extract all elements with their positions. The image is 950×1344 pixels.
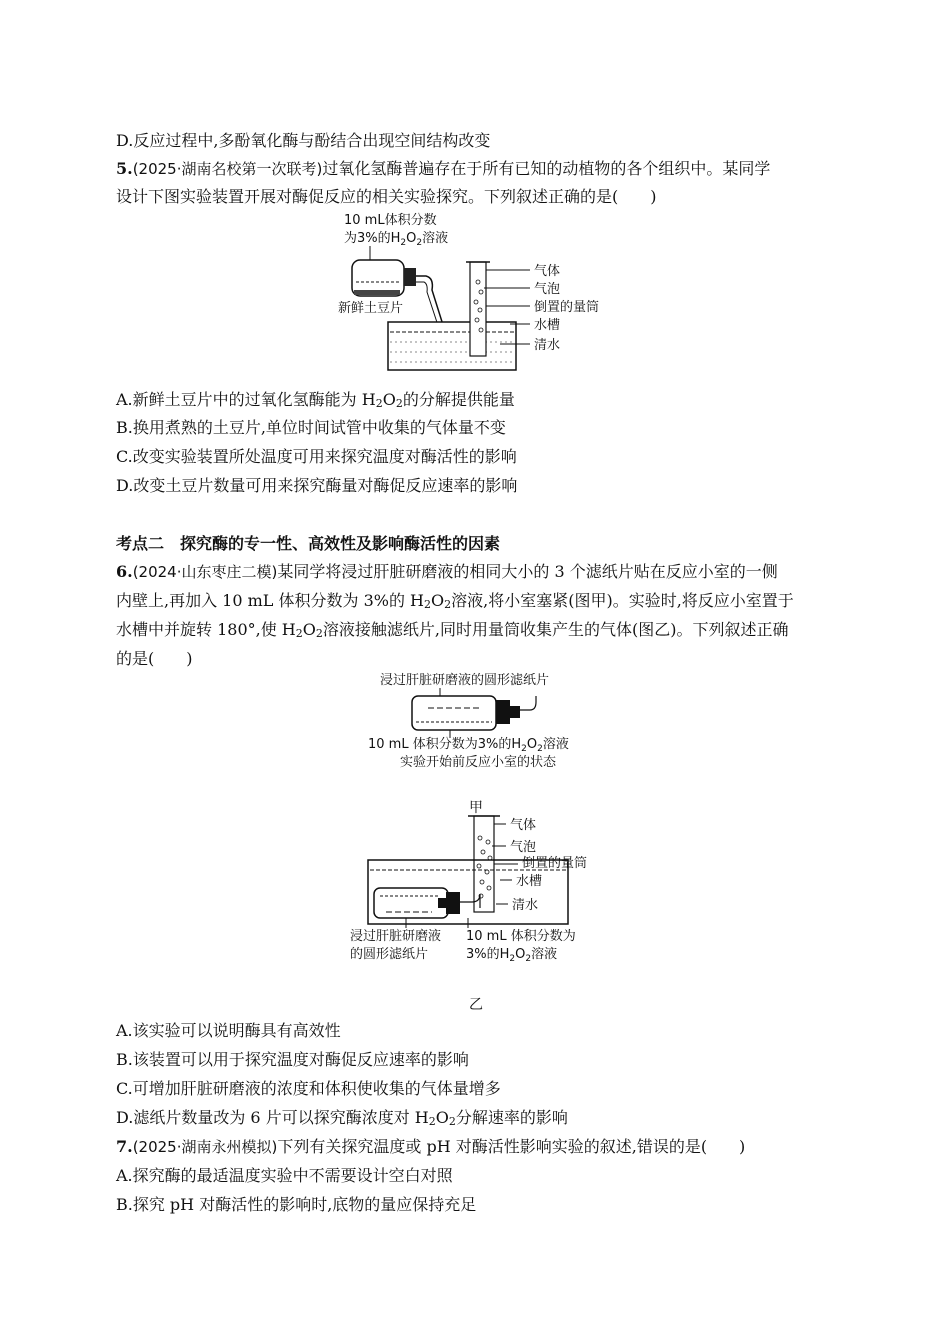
q6-figure-yi — [340, 808, 620, 968]
q5-label-tank: 水槽 — [534, 318, 561, 333]
q5-label-bubble: 气泡 — [534, 282, 561, 297]
q5-label-water: 清水 — [534, 338, 561, 353]
q6-option-b: B.该装置可以用于探究温度对酶促反应速率的影响 — [116, 1050, 469, 1069]
q5-apparatus-figure — [330, 210, 630, 380]
q6-option-c: C.可增加肝脏研磨液的浓度和体积使收集的气体量增多 — [116, 1079, 501, 1098]
q6-source: (2024·山东枣庄二模) — [132, 563, 278, 581]
q7-source: (2025·湖南永州模拟) — [132, 1138, 278, 1156]
yi-label-bubble: 气泡 — [510, 840, 537, 855]
q5-option-a: A.新鲜土豆片中的过氧化氢酶能为 $H_2O_2$的分解提供能量 — [116, 390, 515, 410]
q5-stem-text1: 过氧化氢酶普遍存在于所有已知的动植物的各个组织中。某同学 — [322, 159, 771, 178]
q5-label-gas: 气体 — [534, 264, 561, 279]
yi-label-gas: 气体 — [510, 818, 537, 833]
q5-option-c: C.改变实验装置所处温度可用来探究温度对酶活性的影响 — [116, 447, 517, 466]
yi-label-sol2: 3%的$H_2O_2$溶液 — [466, 947, 558, 964]
q7-number: 7. — [116, 1137, 133, 1156]
yi-label-tank: 水槽 — [516, 874, 543, 889]
q6-stem-line1: 6.(2024·山东枣庄二模)某同学将浸过肝脏研磨液的相同大小的 3 个滤纸片贴在反应小室的一侧 — [116, 562, 778, 581]
q5-stem-line1 — [116, 159, 770, 179]
yi-label-filter1: 浸过肝脏研磨液 — [350, 929, 442, 944]
yi-label-cylinder: 倒置的量筒 — [522, 856, 588, 871]
jia-label-top: 浸过肝脏研磨液的圆形滤纸片 — [380, 673, 550, 688]
section-heading: 考点二 探究酶的专一性、高效性及影响酶活性的因素 — [116, 534, 501, 553]
q5-number: 5. — [116, 159, 133, 178]
q5-option-d: D.改变土豆片数量可用来探究酶量对酶促反应速率的影响 — [116, 476, 518, 495]
q6-number: 6. — [116, 562, 133, 581]
yi-label-water: 清水 — [512, 898, 539, 913]
q5-label-potato: 新鲜土豆片 — [338, 301, 404, 316]
q6-stem-line2: 内壁上,再加入 10 mL 体积分数为 3%的 $H_2O_2$溶液,将小室塞紧(图甲)。实验时,将反应小室置于 — [116, 591, 794, 611]
q6-option-d: D.滤纸片数量改为 6 片可以探究酶浓度对 $H_2O_2$分解速率的影响 — [116, 1108, 568, 1128]
q5-stem-line2: 设计下图实验装置开展对酶促反应的相关实验探究。下列叙述正确的是( ) — [116, 187, 657, 206]
q5-source: (2025·湖南名校第一次联考) — [132, 160, 323, 178]
jia-label-solution: 10 mL 体积分数为3%的$H_2O_2$溶液 — [368, 737, 569, 754]
q5-label-cylinder: 倒置的量筒 — [534, 300, 600, 315]
q5-label-top2: 为3%的$H_2O_2$溶液 — [344, 231, 449, 248]
q5-label-top1: 10 mL体积分数 — [344, 213, 437, 228]
q7-stem: 7.(2025·湖南永州模拟)下列有关探究温度或 pH 对酶活性影响实验的叙述,错误的是( ) — [116, 1137, 746, 1156]
yi-label-sol1: 10 mL 体积分数为 — [466, 929, 576, 944]
q6-stem-line4: 的是( ) — [116, 649, 193, 668]
q5-option-b: B.换用煮熟的土豆片,单位时间试管中收集的气体量不变 — [116, 418, 506, 437]
yi-caption: 乙 — [469, 997, 483, 1013]
q7-option-a: A.探究酶的最适温度实验中不需要设计空白对照 — [116, 1166, 453, 1185]
jia-caption: 甲 — [469, 800, 483, 816]
yi-label-filter2: 的圆形滤纸片 — [350, 947, 429, 962]
q6-option-a: A.该实验可以说明酶具有高效性 — [116, 1021, 341, 1040]
jia-label-state: 实验开始前反应小室的状态 — [400, 755, 557, 770]
q6-figure-jia — [340, 668, 610, 818]
q4-option-d: D.反应过程中,多酚氧化酶与酚结合出现空间结构改变 — [116, 131, 491, 150]
q7-option-b: B.探究 pH 对酶活性的影响时,底物的量应保持充足 — [116, 1195, 477, 1214]
q6-stem-line3: 水槽中并旋转 180°,使 $H_2O_2$溶液接触滤纸片,同时用量筒收集产生的气体(图乙)。下列叙述正确 — [116, 620, 789, 640]
